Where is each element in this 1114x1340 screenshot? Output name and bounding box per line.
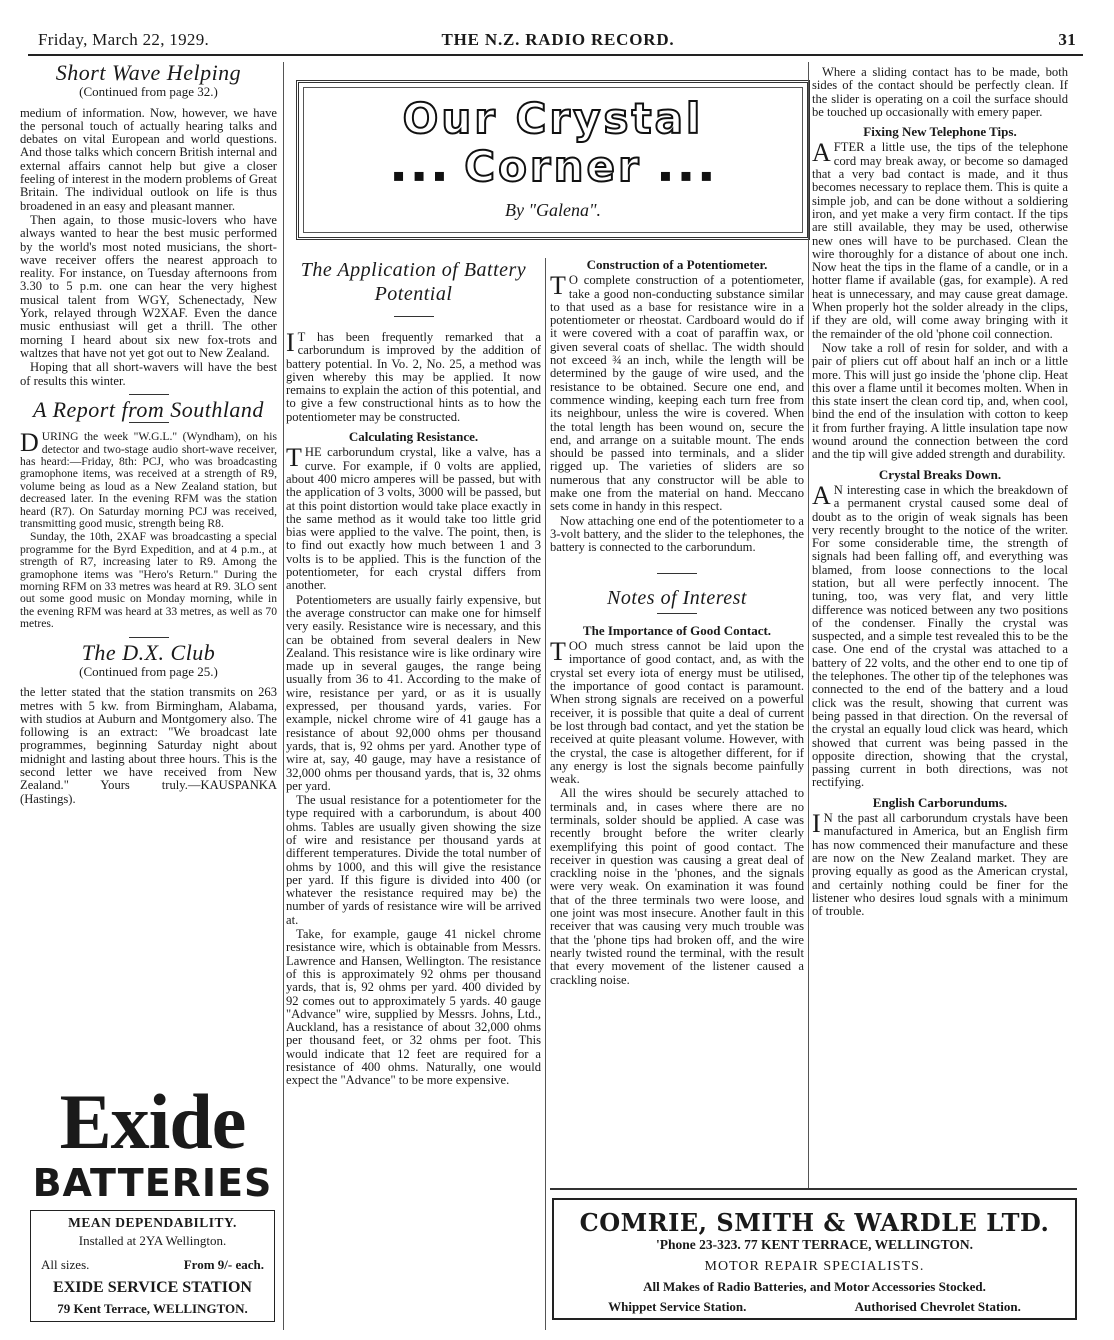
divider — [129, 394, 169, 395]
drop-cap: I — [812, 809, 821, 839]
crystal-corner-line2: Corner — [464, 142, 642, 191]
ornament-dots-left: ▪ ▪ ▪ — [392, 165, 447, 186]
publication-title: THE N.Z. RADIO RECORD. — [441, 30, 675, 49]
comrie-stock: All Makes of Radio Batteries, and Motor Accessories Stocked. — [643, 1279, 986, 1294]
battery-p4: The usual resistance for a potentiometer for the type required with a carborundum, is about 400 ohms. Tables are usually given showing the size of wire and resistance per thousand yards at different temperatures. Divide the total number of ohms by 1000, and this will give the resistance per yard. If this figure is divided into 400 (or whatever the resistance required may be) the number of yards of resistance wire will be arrived at. — [286, 793, 541, 927]
southland-p2: Sunday, the 10th, 2XAF was broadcasting a special programme for the Byrd Expedition, and at 4 p.m., at strength of R7, increasing later to R9. Among the gramophone items was "Hero's Return." During the morning RFM on 33 metres was heard at R9. 3LO sent out some good music on Monday morning, while in the evening RFM was heard at 33 metres, as well as 70 metres. — [20, 530, 277, 631]
crystal-corner-banner — [296, 80, 810, 240]
short-wave-title: Short Wave Helping — [55, 60, 242, 85]
drop-cap: D — [20, 428, 39, 458]
right-p1: AFTER a little use, the tips of the telephone cord may break away, or become so damaged that a very bad contact is made, and it thus becomes necessary to replace them. This is quite a simple job, and can be done without a soldiering iron, and yet make a very firm contact. If the tips are still available, they may be used, otherwise new ones will have to be purchased. Clean the wire thoroughly for a distance of about one inch. Now heat the tips in the flame of a candle, or in a hotter flame if available (gas, for example). A red heat is unnecessary, and may cause great damage. When properly hot the solder already in the clips, if they are old, will come away bringing with it the remainder of the old 'phone coil connection. — [812, 138, 1068, 341]
southland-title: A Report from Southland — [33, 396, 264, 422]
divider — [394, 316, 434, 317]
column-divider — [283, 62, 284, 1330]
ad-separator — [550, 1188, 1077, 1190]
header-rule — [28, 54, 1083, 56]
potentiometer-heading: Construction of a Potentiometer. — [586, 257, 768, 272]
notes-p2: All the wires should be securely attached to terminals and, in cases where there are no terminals, solder should be applied. A case was recently brought before the writer clearly exemplifying this point of good contact. The receiver in question was causing a great deal of crackling noise in the 'phones, and the signals were very weak. On examination it was found that of the three terminals two were loose, and one joint was most insecure. Another fault in this receiver that was causing very much trouble was that the 'phone tips had broken off, and the wire nearly twisted round the terminal, with the result that every movement of the listener caused a crackling noise. — [550, 786, 804, 987]
drop-cap: I — [286, 328, 295, 357]
battery-p1: I T has been frequently remarked that a carborundum is improved by the addition of battery potential. In Vo. 2, No. 25, a method was given whereby this may be applied. It now remains to explain the action of this potential, and to give a few constructional hints as to how the potentiometer may be constructed. — [286, 328, 541, 424]
column-2 — [286, 258, 541, 1089]
battery-p5: Take, for example, gauge 41 nickel chrome resistance wire, which is obtainable from Messrs. Lawrence and Hansen, Wellington. The resistance of this is approximately 92 ohms per thousand yards, that is, 92 ohms per yard. 400 divided by 92 comes out to approximately 5 yards. 40 gauge "Advance" wire, supplied by Messrs. Johns, Ltd., Auckland, has a resistance of about 32,000 ohms per thousand feet, or 32 ohms per foot. This would indicate that 12 feet are required for a resistance of 400 ohms. Naturally, one would expect the "Advance" to be more expensive. — [286, 927, 541, 1088]
byline: By "Galena". — [504, 200, 602, 220]
column-divider — [808, 62, 809, 1190]
comrie-advertisement — [552, 1198, 1077, 1320]
potentiometer-p2: Now attaching one end of the potentiometer to a 3-volt battery, and the slider to the telephones, the battery is connected to the carborundum. — [550, 513, 804, 555]
notes-p1: TOO much stress cannot be laid upon the importance of good contact, and, as with the crystal set every iota of energy must be utilised, the importance of good contact is paramount. When strong signals are received on a powerful receiver, it is possible that quite a deal of current be lost through bad contact, and yet the station be received at quite pleasant volume. However, with the crystal, the case is altogether different, for if any energy is lost the signals become painfully weak. — [550, 637, 804, 787]
exide-price-row — [37, 1257, 268, 1273]
exide-installed: Installed at 2YA Wellington. — [78, 1233, 227, 1248]
page-number: 31 — [1058, 30, 1076, 49]
right-p2: Now take a roll of resin for solder, and with a pair of pliers cut off about half an inch or a little more. This will just go inside the 'phone clip. Heat this over a flame until it becomes molten. When in this state insert the clean cord tip, and, when cool, bind the end of the insulation with cotton to keep it from further fraying. A little insulation tape now wound around the connection between the cord and the tip will give added strength and durability. — [812, 340, 1068, 462]
divider — [657, 613, 697, 614]
drop-cap: T — [286, 443, 302, 473]
divider — [129, 422, 169, 423]
comrie-name: COMRIE, SMITH & WARDLE LTD. — [579, 1208, 1050, 1237]
crystal-breaks-heading: Crystal Breaks Down. — [878, 466, 1002, 482]
comrie-phone: 'Phone 23-323. 77 KENT TERRACE, WELLINGTON. — [655, 1237, 974, 1252]
potentiometer-p1: T O complete construction of a potentiometer, take a good non-conducting substance similar to that used as a base for resistance wire in a potentiometer or rheostat. Cardboard would do if it were covered with a coat of paraffin wax, or given several coats of shellac. The width should not exceed ¾ an inch, while the length will be determined by the gauge of wire used, and the resistance to be obtained. Secure one end, and commence winding, keeping each turn free from its neighbour, unless the wire is covered. When the total length has been wound on, secure the end, and arrange on a suitable mount. The ends should be passed into terminals, and a slider rigged up. The varieties of sliders are so numerous that any constructor will be able to make one from the material on hand. Meccano sets come in handy in this respect. — [550, 271, 804, 514]
issue-date: Friday, March 22, 1929. — [38, 30, 210, 49]
crystal-corner-line1: Our Crystal — [402, 94, 704, 143]
southland-p1: DURING the week "W.G.L." (Wyndham), on his detector and two-stage audio short-wave receiver, has heard:—Friday, 8th: PCJ, who was broadcasting gramophone items, was received at a strength of R9, volume being as loud as a New Zealand station, but decreased later. In the evening RFM was the station heard (R7). On Saturday morning PCJ was received, transmitting good music, strength being R8. — [20, 428, 277, 530]
exide-price: From 9/- each. — [183, 1257, 264, 1272]
crystal-corner-line2-row — [304, 142, 802, 191]
comrie-specialists: MOTOR REPAIR SPECIALISTS. — [704, 1259, 925, 1274]
telephone-tips-heading: Fixing New Telephone Tips. — [863, 124, 1017, 140]
column-1 — [20, 60, 277, 807]
column-divider — [545, 258, 546, 1330]
exide-address: 79 Kent Terrace, WELLINGTON. — [57, 1301, 248, 1316]
comrie-stations — [554, 1299, 1075, 1315]
battery-p2: THE carborundum crystal, like a valve, has a curve. For example, if 0 volts are applied, about 400 micro amperes will be passed, but with the application of 3 volts, 3000 will be passed, but at this point distortion would take place exactly in the same method as it would take too little grid bias were applied to the valve. The point, then, is to find out exactly how much between 1 and 3 volts is to be applied. This is the function of the potentiometer, for each crystal differs from another. — [286, 443, 541, 593]
drop-cap: A — [812, 138, 831, 168]
dx-club-title: The D.X. Club — [81, 639, 216, 665]
drop-cap: T — [550, 637, 566, 667]
exide-sizes: All sizes. — [41, 1257, 90, 1272]
short-wave-p1: medium of information. Now, however, we have the personal touch of actually hearing talks and debates on vital European and world questions. And those talks which concern British internal and external affairs cannot help but give a closer feeling of interest in the modern problems of Great Britain. The individual outlook on life is thus broadened in an easy and pleasant manner. — [20, 105, 277, 213]
dx-club-p1: the letter stated that the station transmits on 263 metres with 5 kw. from Birmingham, Alabama, with studios at Auburn and Montgomery also. The following is an extract: "We broadcast late programmes, beginning Saturday night about midnight and lasting about three hours. This is the second letter we have received from New Zealand." Yours truly.—KAUSPANKA (Hastings). — [20, 685, 277, 806]
english-carborundums-heading: English Carborundums. — [872, 794, 1008, 810]
divider — [657, 573, 697, 574]
page-header — [38, 30, 1078, 52]
whippet-station: Whippet Service Station. — [608, 1299, 747, 1314]
calculating-resistance-heading: Calculating Resistance. — [348, 429, 479, 445]
short-wave-p2: Then again, to those music-lovers who have always wanted to hear the best music performed by the world's most noted musicians, the short-wave receiver offers the nearest approach to reality. For instance, on Tuesday afternoons from 3.30 to 5 p.m. one can hear the very highest musical talent from WGY, Schenectady, New York, relayed through W2XAF. Even the dance music enthusiast will get a thrill. The other morning I heard about six new fox-trots and waltzes that have not yet got out to New Zealand. — [20, 212, 277, 360]
short-wave-p3: Hoping that all short-wavers will have the best of results this winter. — [20, 360, 277, 388]
right-p3: A N interesting case in which the breakdown of a permanent crystal caused some deal of doubt as to the origin of weak signals has been very recently brought to the notice of the writer. For some considerable time, the strength of signals had been falling off, and everything was blamed, from loose connections to the local station, but all were perfectly innocent. The tuning, too, was very flat, and very little difference was noticed between any two positions of the condenser. Finally the crystal was suspected, and a simple test revealed this to be the case. One end of the crystal was attached to a battery of 22 volts, and the other end to one tip of the telephones. The other tip of the telephones was connected to the end of the battery and a loud click was the result, showing that current was being passed in that direction. On the reversal of the crystal an equally loud click was heard, which showed that current was being passed in the opposite direction, showing that the crystal, passing current in both directions, was not rectifying. — [812, 480, 1068, 790]
short-wave-continued: (Continued from page 32.) — [79, 84, 218, 100]
divider — [129, 637, 169, 638]
exide-slogan: MEAN DEPENDABILITY. — [68, 1215, 237, 1230]
right-p0: Where a sliding contact has to be made, both sides of the contact should be perfectly clean. If the slider is operating on a coil the surface should be touched up occasionally with emery paper. — [812, 65, 1068, 119]
battery-p3: Potentiometers are usually fairly expensive, but the average constructor can make one for himself very easily. Resistance wire is necessary, and this can be obtained from several dealers in New Zealand. This resistance wire is like ordinary wire made up in several gauges, the range being usually from 36 to 41. According to the make of wire, resistance per yard, or as it is usually expressed, per thousand yards, varies. For example, nickel chrome wire of 41 gauge has a resistance of about 92,000 ohms per thousand yards, that is, 92 ohms per yard. Another type of wire at, say, 40 gauge, may have a resistance of 32,000 ohms per thousand yards, that is, 32 ohms per yard. — [286, 592, 541, 793]
exide-advertisement — [30, 1078, 275, 1332]
exide-batteries-heading: BATTERIES — [32, 1161, 273, 1205]
exide-info-box — [30, 1210, 275, 1322]
exide-station: EXIDE SERVICE STATION — [53, 1279, 252, 1296]
drop-cap: A — [812, 480, 831, 510]
right-p4: I N the past all carborundum crystals have been manufactured in America, but an English firm has now commenced their manufacture and these are now on the New Zealand market. They are proving equally as good as the American crystal, and certainly nothing could be finer for the listener who desires loud sgnals with a minimum of trouble. — [812, 809, 1068, 919]
battery-title: The Application of Battery Potential — [300, 259, 527, 305]
ornament-dots-right: ▪ ▪ ▪ — [659, 165, 714, 186]
column-3 — [550, 258, 804, 988]
exide-logo: Exide — [59, 1078, 246, 1165]
good-contact-heading: The Importance of Good Contact. — [582, 622, 772, 638]
drop-cap: T — [550, 271, 566, 301]
dx-club-continued: (Continued from page 25.) — [79, 663, 218, 679]
chevrolet-station: Authorised Chevrolet Station. — [854, 1299, 1021, 1314]
column-4 — [812, 66, 1068, 919]
notes-title: Notes of Interest — [607, 586, 747, 609]
